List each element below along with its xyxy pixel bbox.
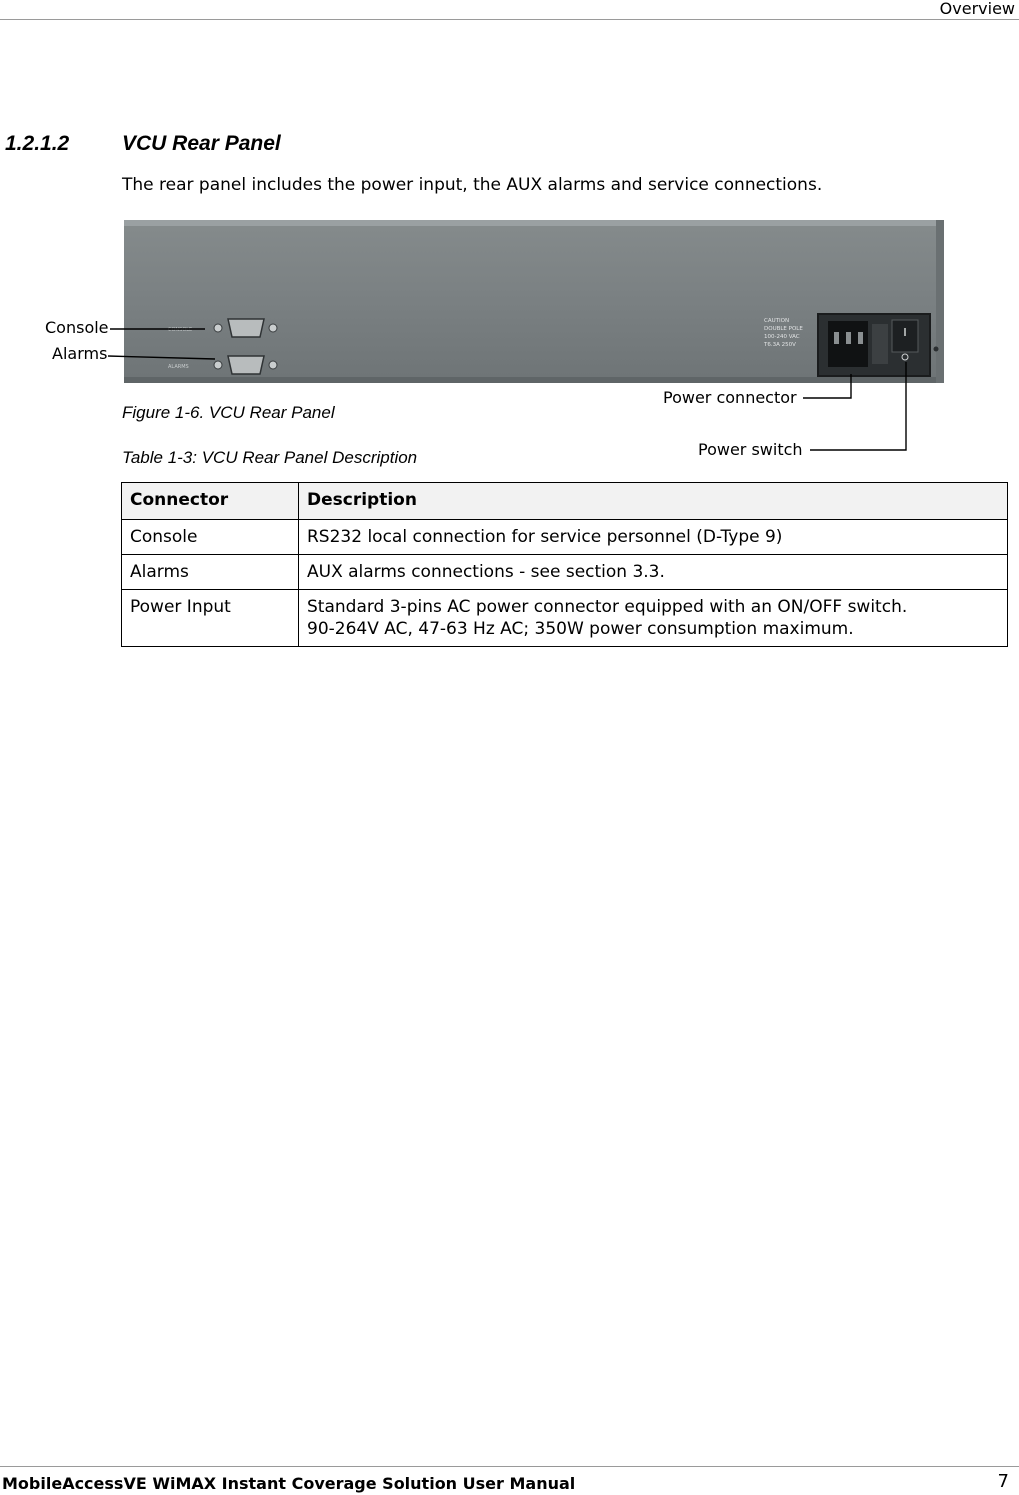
header-divider xyxy=(0,19,1019,20)
power-module xyxy=(818,314,939,376)
console-screw-right-icon xyxy=(269,324,277,332)
description-line: RS232 local connection for service personnel (D-Type 9) xyxy=(307,527,783,547)
rear-panel-illustration xyxy=(0,214,1019,464)
table-caption: Table 1-3: VCU Rear Panel Description xyxy=(122,448,418,467)
cell-description xyxy=(299,520,1008,555)
footer-manual-title: MobileAccessVE WiMAX Instant Coverage Solution User Manual xyxy=(2,1474,576,1493)
alarms-screw-left-icon xyxy=(214,361,222,369)
column-header-connector: Connector xyxy=(122,483,299,520)
running-header: Overview xyxy=(939,0,1015,18)
caution-line-2: DOUBLE POLE xyxy=(764,326,803,332)
inlet-pin-center xyxy=(846,332,851,344)
inlet-pin-right xyxy=(858,332,863,344)
console-port-label: CONSOLE xyxy=(168,327,193,333)
callout-alarms: Alarms xyxy=(52,344,108,363)
table-row xyxy=(122,590,1008,647)
figure-caption: Figure 1-6. VCU Rear Panel xyxy=(122,403,335,422)
chassis-top-edge xyxy=(124,220,944,226)
cell-description xyxy=(299,555,1008,590)
caution-line-3: 100-240 VAC xyxy=(764,334,800,340)
section-number: 1.2.1.2 xyxy=(5,132,70,155)
callout-console: Console xyxy=(45,318,109,337)
section-heading xyxy=(5,130,281,158)
callout-power-connector: Power connector xyxy=(663,388,797,407)
console-screw-left-icon xyxy=(214,324,222,332)
caution-line-1: CAUTION xyxy=(764,318,790,324)
intro-paragraph: The rear panel includes the power input, the AUX alarms and service connections. xyxy=(122,175,823,195)
description-line: 90-264V AC, 47-63 Hz AC; 350W power consumption maximum. xyxy=(307,619,854,639)
column-header-description: Description xyxy=(299,483,1008,520)
table-row xyxy=(122,520,1008,555)
section-title: VCU Rear Panel xyxy=(122,132,281,155)
cell-connector: Power Input xyxy=(122,590,299,647)
cell-connector: Console xyxy=(122,520,299,555)
page-number: 7 xyxy=(997,1471,1009,1492)
cell-connector: Alarms xyxy=(122,555,299,590)
cell-description xyxy=(299,590,1008,647)
callout-power-switch: Power switch xyxy=(698,440,803,459)
chassis-right-edge xyxy=(936,220,944,383)
alarms-screw-right-icon xyxy=(269,361,277,369)
table-row xyxy=(122,555,1008,590)
fuse-holder-icon xyxy=(872,324,888,364)
alarms-port-label: ALARMS xyxy=(168,364,189,370)
console-db9-icon xyxy=(228,319,264,337)
table-header-row xyxy=(122,483,1008,520)
footer-divider xyxy=(0,1466,1019,1467)
rear-panel-figure xyxy=(0,214,1019,464)
caution-line-4: T6.3A 250V xyxy=(764,342,796,348)
panel-screw-icon xyxy=(934,347,939,352)
alarms-db9-icon xyxy=(228,356,264,374)
description-line: Standard 3-pins AC power connector equipped with an ON/OFF switch. xyxy=(307,597,908,617)
description-line: AUX alarms connections - see section 3.3. xyxy=(307,562,665,582)
inlet-pin-left xyxy=(834,332,839,344)
chassis-bottom-edge xyxy=(124,377,944,383)
rear-panel-description-table xyxy=(121,482,1008,647)
